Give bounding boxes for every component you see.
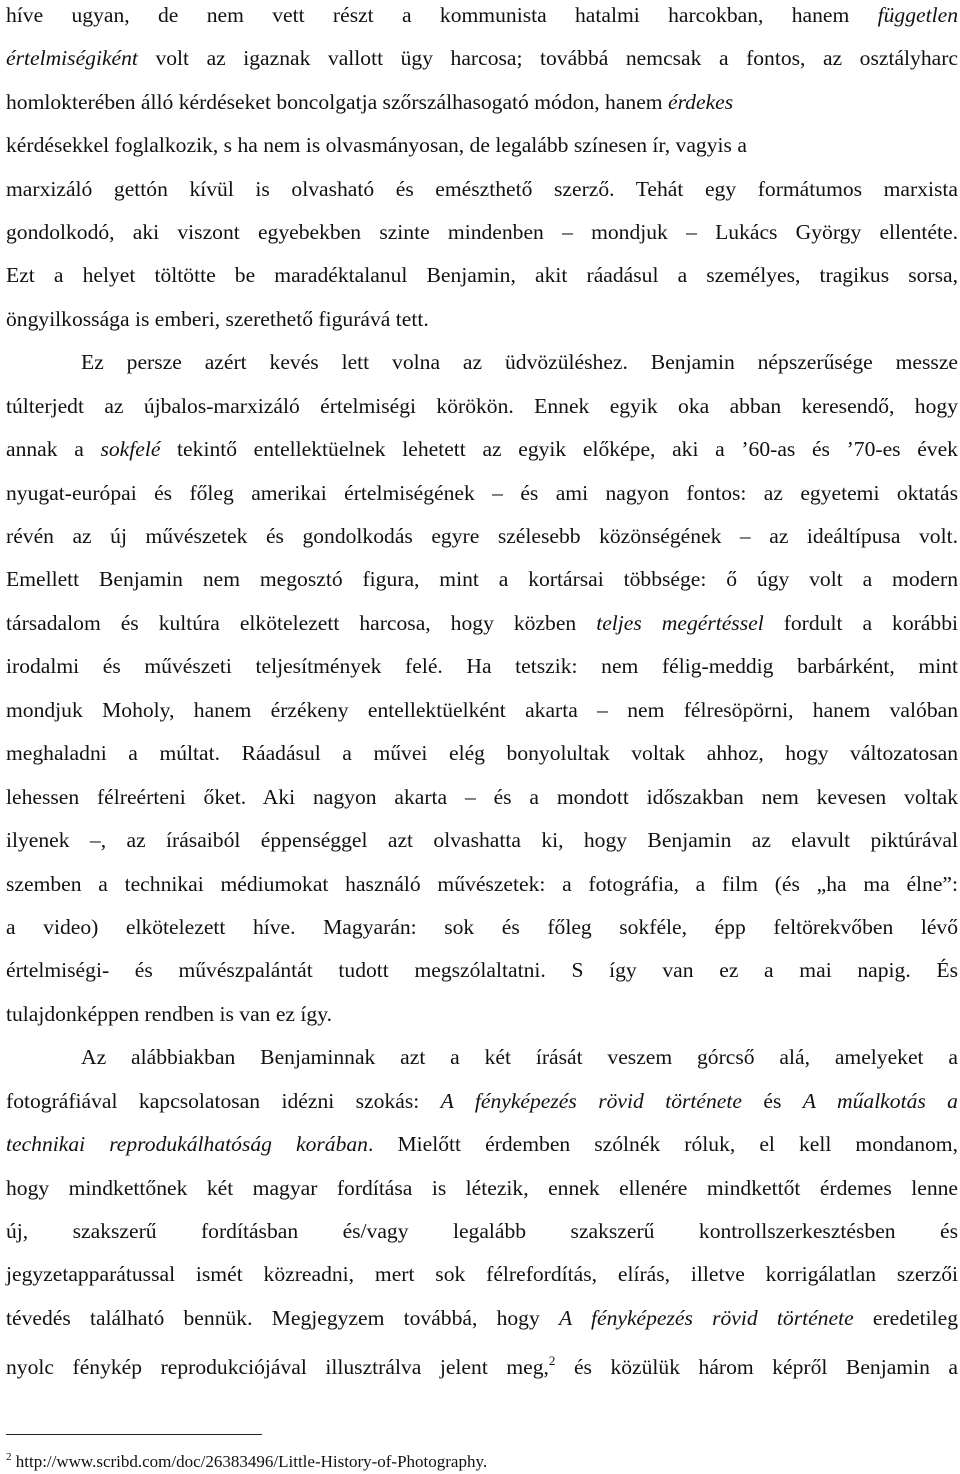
text-line: öngyilkossága is emberi, szerethető figurává tett. xyxy=(6,307,429,331)
text-line: ilyenek –, az írásaiból éppenséggel azt olvashatta ki, hogy Benjamin az elavult piktúrával xyxy=(6,828,958,852)
text-line: szemben a technikai médiumokat használó művészetek: a fotográfia, a film (és „ha ma élne”: xyxy=(6,872,958,896)
footnote xyxy=(6,1446,487,1473)
text-line: tévedés található bennük. Megjegyzem továbbá, hogy A fényképezés rövid története eredetileg xyxy=(6,1306,958,1330)
text-line: technikai reprodukálhatóság korában. Mielőtt érdemben szólnék róluk, el kell mondanom, xyxy=(6,1132,958,1156)
text-line: gondolkodó, aki viszont egyebekben szinte mindenben – mondjuk – Lukács György ellentéte. xyxy=(6,220,958,244)
text-line: fotográfiával kapcsolatosan idézni szokás: A fényképezés rövid története és A műalkotás a xyxy=(6,1089,958,1113)
text-line: új, szakszerű fordításban és/vagy legalább szakszerű kontrollszerkesztésben és xyxy=(6,1219,958,1243)
text-line: nyolc fénykép reprodukciójával illusztrálva jelent meg,$^2$ és közülük három képről Benjamin a xyxy=(6,1353,958,1379)
text-line: hogy mindkettőnek két magyar fordítása is létezik, ennek ellenére mindkettőt érdemes lenne xyxy=(6,1176,958,1200)
text-line: értelmiségiként volt az igaznak vallott ügy harcosa; továbbá nemcsak a fontos, az osztályharc xyxy=(6,46,958,70)
text-line: révén az új művészetek és gondolkodás egyre szélesebb közönségének – az ideáltípusa volt. xyxy=(6,524,958,548)
footnote-reference[interactable]: 2 xyxy=(548,1353,556,1368)
text-line: értelmiségi- és művészpalántát tudott megszólaltatni. S így van ez a mai napig. És xyxy=(6,958,958,982)
paragraph-first-line: Ez persze azért kevés lett volna az üdvözüléshez. Benjamin népszerűsége messze xyxy=(81,350,958,374)
text-line: kérdésekkel foglalkozik, s ha nem is olvasmányosan, de legalább színesen ír, vagyis a xyxy=(6,133,747,157)
text-line: társadalom és kultúra elkötelezett harcosa, hogy közben teljes megértéssel fordult a korábbi xyxy=(6,611,958,635)
text-line: mondjuk Moholy, hanem érzékeny entellektüelként akarta – nem félresöpörni, hanem valóban xyxy=(6,698,958,722)
text-line: tulajdonképpen rendben is van ez így. xyxy=(6,1002,333,1026)
footnote-link[interactable]: http://www.scribd.com/doc/26383496/Little-History-of-Photography. xyxy=(15,1452,488,1471)
text-line: Emellett Benjamin nem megosztó figura, mint a kortársai többsége: ő úgy volt a modern xyxy=(6,567,958,591)
text-line: Ezt a helyet töltötte be maradéktalanul Benjamin, akit ráadásul a személyes, tragikus sorsa, xyxy=(6,263,958,287)
text-line: irodalmi és művészeti teljesítmények felé. Ha tetszik: nem félig-meddig barbárként, mint xyxy=(6,654,958,678)
text-line: meghaladni a múltat. Ráadásul a művei elég bonyolultak voltak ahhoz, hogy változatosan xyxy=(6,741,958,765)
text-line: jegyzetapparátussal ismét közreadni, mert sok félrefordítás, elírás, illetve korrigálatlan szerzői xyxy=(6,1262,958,1286)
footnote-separator xyxy=(6,1434,262,1435)
text-line: túlterjedt az újbalos-marxizáló értelmiségi körökön. Ennek egyik oka abban keresendő, hogy xyxy=(6,394,958,418)
text-line: nyugat-európai és főleg amerikai értelmiségének – és ami nagyon fontos: az egyetemi oktatás xyxy=(6,481,958,505)
text-line: marxizáló gettón kívül is olvasható és emészthető szerző. Tehát egy formátumos marxista xyxy=(6,177,958,201)
text-line: híve ugyan, de nem vett részt a kommunista hatalmi harcokban, hanem független xyxy=(6,3,958,27)
text-line: lehessen félreérteni őket. Aki nagyon akarta – és a mondott időszakban nem kevesen voltak xyxy=(6,785,958,809)
text-line: homlokterében álló kérdéseket boncolgatja szőrszálhasogató módon, hanem érdekes xyxy=(6,90,734,114)
text-line: a video) elkötelezett híve. Magyarán: sok és főleg sokféle, épp feltörekvőben lévő xyxy=(6,915,958,939)
paragraph-first-line: Az alábbiakban Benjaminnak azt a két írását veszem górcső alá, amelyeket a xyxy=(81,1045,958,1069)
text-line: annak a sokfelé tekintő entellektüelnek lehetett az egyik előképe, aki a ’60-as és ’70-es évek xyxy=(6,437,958,461)
footnote-mark: 2 xyxy=(6,1451,12,1463)
